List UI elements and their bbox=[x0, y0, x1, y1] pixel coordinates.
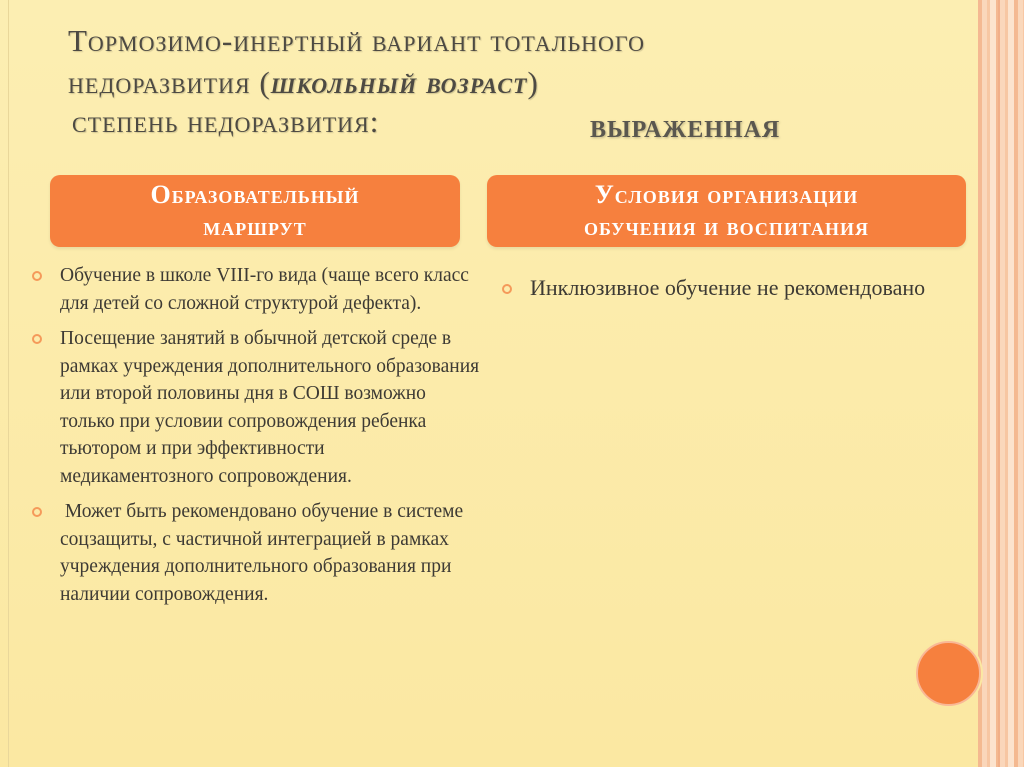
list-item-text: Посещение занятий в обычной детской среде в рамках учреждения дополнительного образования или второй половины дня в СОШ возможно только при условии сопровождения ребенка тьютором и при эффективности медикаментозного сопровождения. bbox=[60, 328, 480, 487]
decorative-orange-circle bbox=[916, 641, 981, 706]
right-bullet-list bbox=[502, 272, 942, 312]
bullet-circle-icon bbox=[32, 334, 42, 344]
list-item-text: Может быть рекомендовано обучение в системе соцзащиты, с частичной интеграцией в рамках учреждения дополнительного образования при наличии сопровождения. bbox=[60, 501, 469, 605]
header-conditions bbox=[487, 175, 966, 247]
left-border-line bbox=[8, 0, 9, 767]
degree-value: выраженная bbox=[590, 108, 781, 145]
list-item bbox=[32, 498, 482, 608]
list-item-text: Инклюзивное обучение не рекомендовано bbox=[530, 275, 926, 300]
header-right-line-1: Условия организации bbox=[594, 180, 859, 209]
title-line-2-end: ) bbox=[527, 65, 539, 100]
header-educational-route bbox=[50, 175, 460, 247]
title-line-1: Тормозимо-инертный вариант тотального bbox=[68, 23, 645, 58]
left-bullet-list bbox=[32, 262, 482, 616]
title-line-3: степень недоразвития: bbox=[72, 104, 380, 139]
header-right-line-2: обучения и воспитания bbox=[583, 212, 870, 241]
stripe-line bbox=[998, 0, 1000, 767]
header-left-line-2: маршрут bbox=[203, 212, 307, 241]
bullet-circle-icon bbox=[32, 507, 42, 517]
bullet-circle-icon bbox=[32, 271, 42, 281]
list-item bbox=[502, 272, 942, 304]
title-line-2-emphasis: школьный возраст bbox=[270, 65, 528, 100]
title-line-2 bbox=[68, 62, 948, 104]
right-decorative-stripes bbox=[978, 0, 1024, 767]
list-item bbox=[32, 262, 482, 317]
list-item bbox=[32, 325, 482, 490]
title-line-2-start: недоразвития ( bbox=[68, 65, 271, 100]
header-left-line-1: Образовательный bbox=[150, 180, 360, 209]
slide-title bbox=[68, 20, 948, 104]
bullet-circle-icon bbox=[502, 284, 512, 294]
list-item-text: Обучение в школе VIII-го вида (чаще всего класс для детей со сложной структурой дефекта). bbox=[60, 265, 469, 314]
